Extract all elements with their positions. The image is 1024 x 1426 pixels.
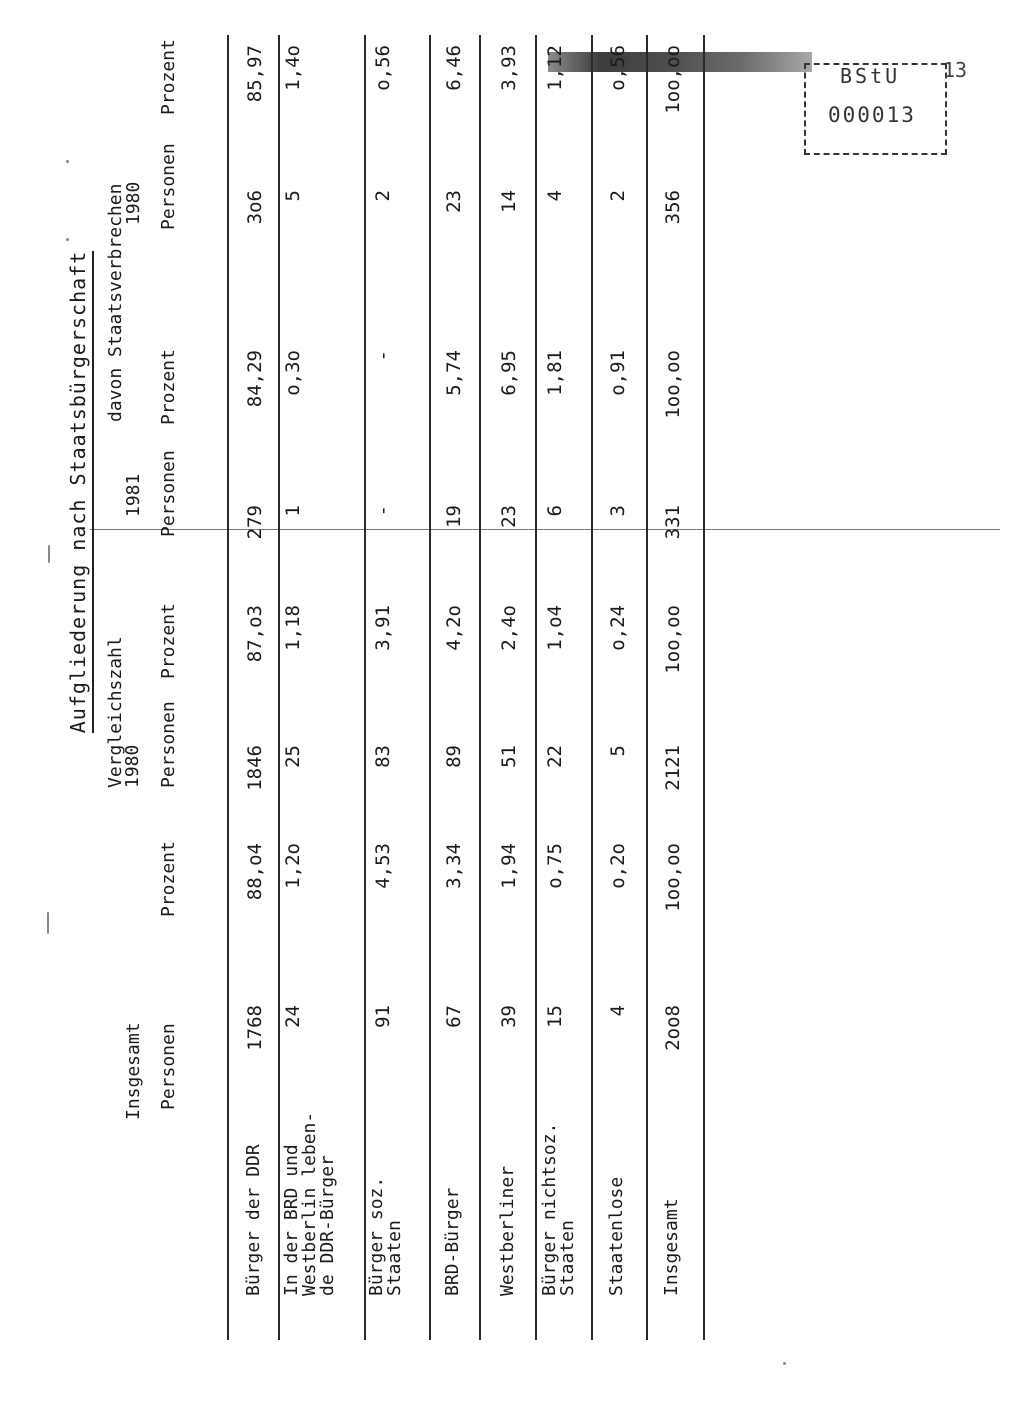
cell-prozent: 85,97 [244,45,266,103]
page-number: 13 [943,58,968,82]
cell-personen: 51 [498,745,520,768]
cell-prozent: 87,o3 [244,605,266,663]
table-rule [364,35,366,1340]
cell-prozent: 1,2o [282,843,304,889]
table-rule-top [227,35,229,1340]
cell-personen: 1846 [244,745,266,791]
cell-prozent: 1,81 [544,350,566,396]
cell-prozent: 3,34 [443,843,465,889]
cell-personen: 23 [443,190,465,213]
cell-personen: 19 [443,505,465,528]
cell-personen: 3o6 [244,190,266,225]
cell-prozent: 1,o4 [544,605,566,651]
subheader-prozent: Prozent [158,603,179,679]
cell-personen: 91 [372,1005,394,1028]
cell-personen: 5 [607,745,629,757]
group-header-1980: 1980 [123,181,144,225]
cell-personen: 1768 [244,1005,266,1051]
cell-prozent: 88,o4 [244,843,266,901]
cell-prozent: o,75 [544,843,566,889]
cell-prozent: 1,18 [282,605,304,651]
cell-personen: 331 [662,505,684,540]
cell-prozent: o,24 [607,605,629,651]
cell-personen: 2 [372,190,394,202]
table-rule [278,35,280,1340]
row-label: In der BRD und Westberlin leben- de DDR-Bürger [281,1111,338,1296]
cell-prozent: 1oo,oo [662,350,684,419]
copy-speck [783,1362,786,1365]
cell-personen: 83 [372,745,394,768]
table-rule [429,35,431,1340]
cell-personen: 4 [607,1005,629,1017]
subheader-prozent: Prozent [158,841,179,917]
cell-prozent: 6,95 [498,350,520,396]
cell-personen: 6 [544,505,566,517]
subheader-personen: Personen [158,450,179,537]
cell-prozent: o,56 [372,45,394,91]
group-header-vergleichszahl: Vergleichszahl 1980 [105,636,143,788]
stamp-office: BStU [840,64,901,88]
cell-personen: 3 [607,505,629,517]
cell-personen: 15 [544,1005,566,1028]
cell-personen: 39 [498,1005,520,1028]
cell-prozent: o,3o [282,350,304,396]
cell-personen: 279 [244,505,266,540]
subheader-prozent: Prozent [158,349,179,425]
cell-personen: 23 [498,505,520,528]
cell-prozent: 1,4o [282,45,304,91]
cell-personen: 356 [662,190,684,225]
cell-personen: 25 [282,745,304,768]
row-label: Insgesamt [661,1198,682,1296]
cell-personen: - [372,505,394,517]
cell-personen: 2121 [662,745,684,791]
table-rule [535,35,537,1340]
cell-personen: 4 [544,190,566,202]
stamp-number: 000013 [828,103,916,127]
cell-personen: 1 [282,505,304,517]
row-label: Staatenlose [606,1176,627,1296]
cell-prozent: 4,53 [372,843,394,889]
cell-personen: 2 [607,190,629,202]
table-rule [646,35,648,1340]
cell-prozent: 6,46 [443,45,465,91]
cell-prozent: - [372,350,394,362]
group-header-1981: 1981 [123,473,144,517]
cell-personen: 2oo8 [662,1005,684,1051]
row-label: Bürger nichtsoz. Staaten [539,1122,578,1296]
cell-personen: 5 [282,190,304,202]
cell-personen: 67 [443,1005,465,1028]
row-label: BRD-Bürger [442,1187,463,1296]
cell-prozent: 3,91 [372,605,394,651]
rotated-table-sheet [0,40,723,1340]
table-rule [479,35,481,1340]
cell-prozent: o,91 [607,350,629,396]
cell-personen: 14 [498,190,520,213]
cell-prozent: o,2o [607,843,629,889]
cell-prozent: 1oo,oo [662,45,684,114]
row-label: Bürger der DDR [243,1144,264,1296]
row-label: Bürger soz. Staaten [366,1176,405,1296]
cell-prozent: 1,94 [498,843,520,889]
cell-prozent: 5,74 [443,350,465,396]
cell-prozent: 1,12 [544,45,566,91]
subheader-personen: Personen [158,143,179,230]
cell-personen: 22 [544,745,566,768]
table-title: Aufgliederung nach Staatsbürgerschaft [66,251,94,734]
cell-prozent: 1oo,oo [662,605,684,674]
cell-prozent: 2,4o [498,605,520,651]
cell-personen: 89 [443,745,465,768]
subheader-prozent: Prozent [158,39,179,115]
cell-prozent: o,56 [607,45,629,91]
group-header-insgesamt: Insgesamt [123,1022,144,1120]
cell-prozent: 84,29 [244,350,266,408]
cell-prozent: 1oo,oo [662,843,684,912]
group-header-staatsverbrechen: davon Staatsverbrechen [105,183,126,422]
subheader-personen: Personen [158,1023,179,1110]
table-rule-bottom [703,35,705,1340]
row-label: Westberliner [497,1165,518,1296]
cell-prozent: 3,93 [498,45,520,91]
table-rule [591,35,593,1340]
subheader-personen: Personen [158,701,179,788]
cell-prozent: 4,2o [443,605,465,651]
cell-personen: 24 [282,1005,304,1028]
table-title-wrap [66,92,90,892]
